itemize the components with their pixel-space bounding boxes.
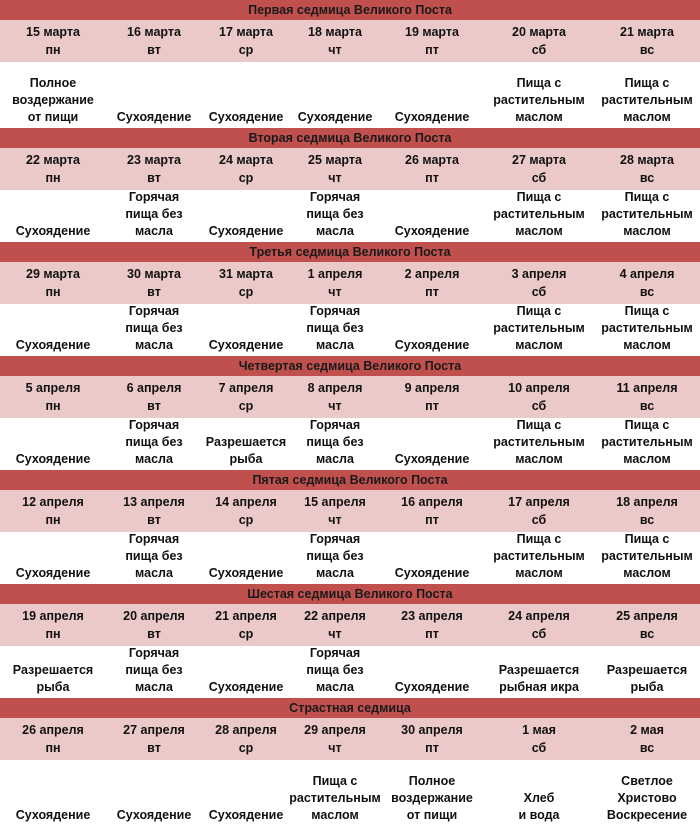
food-rule: Сухоядение [208,808,284,822]
food-rule: Полное воздержание от пищи [12,76,94,124]
day-date: 12 апреля [22,495,84,509]
food-cell [290,760,380,826]
day-cell [484,20,594,62]
week-title: Пятая седмица Великого Поста [0,470,700,490]
day-cell [106,262,202,304]
food-rule: Горячая пища без масла [306,190,364,238]
day-weekday: пн [45,513,61,527]
food-rule: Сухоядение [116,110,192,124]
day-weekday: вт [147,513,161,527]
day-date: 23 марта [127,153,181,167]
food-cell [594,646,700,698]
day-cell [484,490,594,532]
food-cell [202,62,290,128]
food-rule: Пища с растительным маслом [601,532,693,580]
food-rule: Сухоядение [394,224,470,238]
food-cell [106,304,202,356]
food-cell [202,760,290,826]
day-date: 24 марта [219,153,273,167]
food-rule: Сухоядение [394,338,470,352]
food-rule: Сухоядение [394,452,470,466]
day-weekday: вс [639,285,655,299]
day-date: 26 апреля [22,723,84,737]
day-weekday: чт [328,399,342,413]
week-title: Четвертая седмица Великого Поста [0,356,700,376]
day-weekday: чт [328,285,342,299]
food-cell [0,532,106,584]
day-cell [484,604,594,646]
food-cell [0,190,106,242]
day-weekday: вс [639,627,655,641]
food-cell [484,418,594,470]
food-rule: Сухоядение [116,808,192,822]
day-weekday: пн [45,171,61,185]
day-date: 2 мая [630,723,664,737]
day-cell [380,604,484,646]
week-title: Первая седмица Великого Поста [0,0,700,20]
food-cell [380,62,484,128]
day-cell [380,490,484,532]
day-cell [202,20,290,62]
food-cell [484,646,594,698]
day-date: 8 апреля [307,381,363,395]
day-date: 22 апреля [304,609,366,623]
food-cell [202,418,290,470]
day-weekday: ср [238,399,254,413]
day-weekday: ср [238,741,254,755]
week-section [0,470,700,584]
week-section [0,242,700,356]
food-cell [380,646,484,698]
food-rule: Сухоядение [297,110,373,124]
day-weekday: вс [639,399,655,413]
day-cell [0,262,106,304]
day-date: 29 марта [26,267,80,281]
day-weekday: пт [425,43,439,57]
day-cell [484,718,594,760]
day-date: 17 марта [219,25,273,39]
day-date: 19 апреля [22,609,84,623]
day-weekday: вт [147,43,161,57]
food-rule: Пища с растительным маслом [493,304,585,352]
dates-row [0,148,700,190]
day-weekday: вт [147,171,161,185]
day-cell [290,148,380,190]
day-cell [202,262,290,304]
day-weekday: пн [45,43,61,57]
day-cell [290,20,380,62]
food-rule: Сухоядение [208,224,284,238]
day-cell [380,20,484,62]
day-date: 23 апреля [401,609,463,623]
dates-row [0,376,700,418]
day-cell [0,376,106,418]
day-weekday: сб [531,171,547,185]
day-weekday: ср [238,171,254,185]
food-cell [106,532,202,584]
food-rule: Горячая пища без масла [125,190,183,238]
day-cell [290,262,380,304]
day-cell [106,20,202,62]
day-cell [594,376,700,418]
food-rule: Пища с растительным маслом [601,304,693,352]
week-title: Вторая седмица Великого Поста [0,128,700,148]
food-cell [290,190,380,242]
food-rule: Сухоядение [15,224,91,238]
food-rule: Сухоядение [394,110,470,124]
day-weekday: чт [328,741,342,755]
day-weekday: пн [45,399,61,413]
week-section [0,356,700,470]
day-weekday: ср [238,513,254,527]
day-date: 13 апреля [123,495,185,509]
food-rule: Сухоядение [15,566,91,580]
week-section [0,584,700,698]
day-weekday: ср [238,627,254,641]
day-date: 21 марта [620,25,674,39]
dates-row [0,262,700,304]
day-cell [202,376,290,418]
food-cell [290,532,380,584]
food-rule: Хлеб и вода [518,791,560,822]
day-weekday: сб [531,399,547,413]
day-date: 11 апреля [616,381,678,395]
day-cell [202,148,290,190]
day-cell [594,148,700,190]
food-rule: Горячая пища без масла [125,646,183,694]
day-weekday: пн [45,741,61,755]
food-cell [380,760,484,826]
day-date: 25 марта [308,153,362,167]
food-rule: Пища с растительным маслом [601,418,693,466]
day-weekday: ср [238,285,254,299]
food-cell [594,304,700,356]
day-cell [0,490,106,532]
food-cell [380,418,484,470]
food-cell [484,190,594,242]
food-rule: Пища с растительным маслом [493,190,585,238]
food-rule: Сухоядение [15,338,91,352]
food-rule: Горячая пища без масла [306,646,364,694]
food-rule: Сухоядение [208,680,284,694]
day-date: 27 марта [512,153,566,167]
day-date: 31 марта [219,267,273,281]
food-rule: Сухоядение [208,338,284,352]
day-date: 14 апреля [215,495,277,509]
day-cell [290,718,380,760]
day-cell [484,262,594,304]
food-cell [594,760,700,826]
food-cell [0,760,106,826]
week-title: Страстная седмица [0,698,700,718]
day-weekday: пн [45,627,61,641]
day-date: 1 апреля [307,267,363,281]
day-date: 24 апреля [508,609,570,623]
day-weekday: пт [425,513,439,527]
day-cell [594,718,700,760]
day-cell [202,490,290,532]
day-date: 25 апреля [616,609,678,623]
week-section [0,698,700,826]
day-weekday: вс [639,171,655,185]
day-weekday: сб [531,285,547,299]
food-cell [380,190,484,242]
day-cell [106,604,202,646]
food-cell [202,532,290,584]
day-weekday: пт [425,399,439,413]
food-row [0,760,700,826]
food-rule: Горячая пища без масла [125,532,183,580]
food-cell [484,304,594,356]
day-date: 19 марта [405,25,459,39]
day-date: 26 марта [405,153,459,167]
day-date: 28 марта [620,153,674,167]
dates-row [0,604,700,646]
food-rule: Пища с растительным маслом [493,532,585,580]
food-rule: Светлое Христово Воскресение [606,774,688,822]
day-weekday: чт [328,43,342,57]
food-rule: Пища с растительным маслом [493,418,585,466]
week-title: Третья седмица Великого Поста [0,242,700,262]
day-date: 20 марта [512,25,566,39]
food-row [0,304,700,356]
day-date: 16 марта [127,25,181,39]
food-rule: Пища с растительным маслом [601,190,693,238]
food-rule: Горячая пища без масла [306,532,364,580]
day-weekday: вт [147,285,161,299]
day-date: 27 апреля [123,723,185,737]
day-weekday: пт [425,171,439,185]
food-cell [484,62,594,128]
food-rule: Пища с растительным маслом [493,76,585,124]
day-date: 7 апреля [218,381,274,395]
day-date: 2 апреля [404,267,460,281]
food-cell [290,62,380,128]
day-weekday: пн [45,285,61,299]
food-cell [380,532,484,584]
food-cell [106,418,202,470]
food-rule: Сухоядение [394,680,470,694]
day-cell [290,604,380,646]
day-cell [0,20,106,62]
day-cell [380,718,484,760]
day-cell [484,376,594,418]
food-rule: Горячая пища без масла [306,304,364,352]
day-date: 1 мая [522,723,556,737]
food-cell [484,532,594,584]
food-rule: Разрешается рыба [205,435,287,466]
dates-row [0,490,700,532]
day-weekday: пт [425,285,439,299]
day-cell [594,604,700,646]
day-date: 30 марта [127,267,181,281]
week-section [0,128,700,242]
food-cell [0,62,106,128]
dates-row [0,20,700,62]
day-weekday: вс [639,43,655,57]
food-cell [0,646,106,698]
food-rule: Горячая пища без масла [306,418,364,466]
food-cell [0,304,106,356]
day-date: 6 апреля [126,381,182,395]
day-cell [0,604,106,646]
day-cell [0,718,106,760]
day-weekday: вт [147,627,161,641]
food-rule: Разрешается рыба [606,663,688,694]
day-cell [594,20,700,62]
day-cell [106,148,202,190]
day-date: 30 апреля [401,723,463,737]
food-cell [594,418,700,470]
day-cell [484,148,594,190]
day-date: 16 апреля [401,495,463,509]
day-date: 9 апреля [404,381,460,395]
food-rule: Горячая пища без масла [125,418,183,466]
food-rule: Разрешается рыба [12,663,94,694]
food-cell [290,304,380,356]
day-date: 20 апреля [123,609,185,623]
day-cell [106,376,202,418]
day-cell [380,262,484,304]
day-date: 29 апреля [304,723,366,737]
day-weekday: вт [147,399,161,413]
food-row [0,646,700,698]
food-cell [106,646,202,698]
day-weekday: ср [238,43,254,57]
day-date: 28 апреля [215,723,277,737]
food-row [0,418,700,470]
day-weekday: вс [639,513,655,527]
food-cell [202,646,290,698]
day-weekday: пт [425,627,439,641]
day-cell [202,718,290,760]
day-cell [380,148,484,190]
day-weekday: сб [531,627,547,641]
day-weekday: сб [531,513,547,527]
food-row [0,62,700,128]
day-date: 10 апреля [508,381,570,395]
food-rule: Сухоядение [394,566,470,580]
day-cell [290,376,380,418]
food-cell [594,532,700,584]
food-rule: Разрешается рыбная икра [498,663,580,694]
day-cell [290,490,380,532]
food-cell [594,190,700,242]
food-rule: Сухоядение [208,110,284,124]
day-date: 18 марта [308,25,362,39]
day-weekday: чт [328,627,342,641]
food-row [0,190,700,242]
food-rule: Сухоядение [15,808,91,822]
day-weekday: вт [147,741,161,755]
day-date: 21 апреля [215,609,277,623]
day-weekday: сб [531,43,547,57]
food-cell [380,304,484,356]
day-date: 15 марта [26,25,80,39]
food-rule: Сухоядение [208,566,284,580]
food-rule: Горячая пища без масла [125,304,183,352]
day-cell [594,490,700,532]
food-cell [290,646,380,698]
day-weekday: чт [328,513,342,527]
day-date: 4 апреля [619,267,675,281]
day-weekday: сб [531,741,547,755]
food-cell [290,418,380,470]
day-cell [594,262,700,304]
food-rule: Сухоядение [15,452,91,466]
food-cell [594,62,700,128]
food-row [0,532,700,584]
food-cell [202,190,290,242]
food-rule: Пища с растительным маслом [289,774,381,822]
day-weekday: вс [639,741,655,755]
day-cell [380,376,484,418]
food-rule: Пища с растительным маслом [601,76,693,124]
day-cell [106,718,202,760]
day-date: 17 апреля [508,495,570,509]
day-date: 3 апреля [511,267,567,281]
day-cell [106,490,202,532]
food-cell [106,190,202,242]
day-date: 5 апреля [25,381,81,395]
day-date: 22 марта [26,153,80,167]
food-cell [106,62,202,128]
food-cell [0,418,106,470]
week-section [0,0,700,128]
food-cell [484,760,594,826]
day-cell [0,148,106,190]
food-cell [106,760,202,826]
food-rule: Полное воздержание от пищи [391,774,473,822]
food-cell [202,304,290,356]
week-title: Шестая седмица Великого Поста [0,584,700,604]
day-weekday: чт [328,171,342,185]
day-weekday: пт [425,741,439,755]
dates-row [0,718,700,760]
day-cell [202,604,290,646]
day-date: 15 апреля [304,495,366,509]
day-date: 18 апреля [616,495,678,509]
